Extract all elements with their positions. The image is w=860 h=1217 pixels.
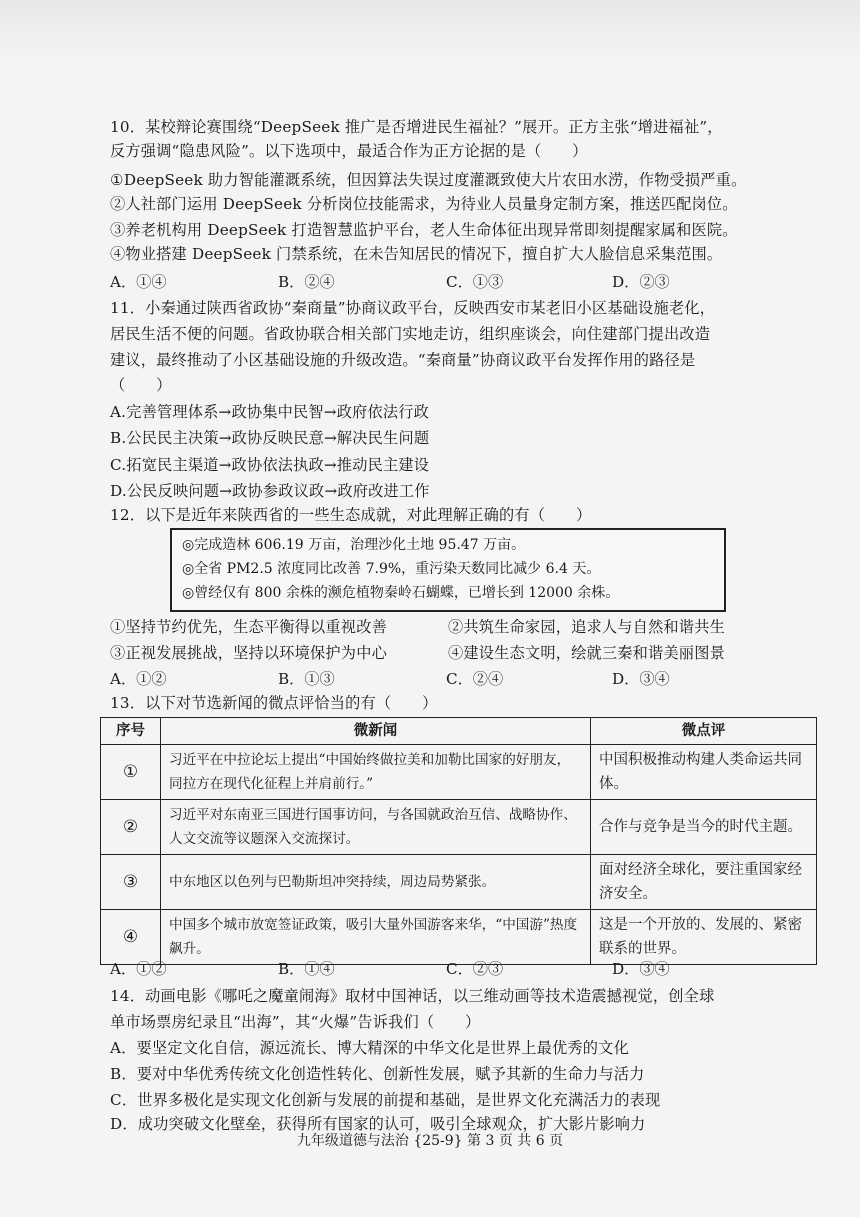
q11-stem-line-4: （ ）	[110, 376, 172, 394]
row-number: ②	[101, 800, 161, 855]
header-comment: 微点评	[591, 718, 817, 745]
q12-statement-2: ②共筑生命家园，追求人与自然和谐共生	[448, 618, 725, 636]
q13-option-b[interactable]: B．①④	[278, 960, 335, 978]
q12-statement-1: ①坚持节约优先，生态平衡得以重视改善	[110, 618, 387, 636]
row-news: 中东地区以色列与巴勒斯坦冲突持续，周边局势紧张。	[161, 855, 591, 910]
q13-option-c[interactable]: C．②③	[446, 960, 504, 978]
q12-options	[110, 667, 790, 691]
q13-stem: 13．以下对节选新闻的微点评恰当的有（ ）	[110, 694, 438, 712]
row-comment: 面对经济全球化，要注重国家经济安全。	[591, 855, 817, 910]
q14-stem-line-2: 单市场票房纪录且“出海”，其“火爆”告诉我们（ ）	[110, 1013, 481, 1031]
q10-options	[110, 270, 790, 294]
q13-option-d[interactable]: D．③④	[612, 960, 670, 978]
q13-options	[110, 957, 790, 981]
row-number: ③	[101, 855, 161, 910]
q12-box-line-2: ◎全省 PM2.5 浓度同比改善 7.9%，重污染天数同比减少 6.4 天。	[182, 561, 601, 577]
q13-news-table	[100, 717, 817, 965]
row-comment: 中国积极推动构建人类命运共同体。	[591, 745, 817, 800]
q10-stem-line-2: 反方强调“隐患风险”。以下选项中，最适合作为正方论据的是（ ）	[110, 142, 588, 160]
header-news: 微新闻	[161, 718, 591, 745]
q12-option-a[interactable]: A．①②	[110, 670, 167, 688]
q11-stem-line-3: 建议，最终推动了小区基础设施的升级改造。“秦商量”协商议政平台发挥作用的路径是	[110, 351, 696, 369]
row-number: ④	[101, 910, 161, 965]
q14-option-d[interactable]: D．成功突破文化壁垒，获得所有国家的认可，吸引全球观众，扩大影片影响力	[110, 1115, 646, 1133]
scan-edge-shadow	[0, 0, 860, 60]
q13-option-a[interactable]: A．①②	[110, 960, 167, 978]
q12-box-line-3: ◎曾经仅有 800 余株的濒危植物秦岭石蝴蝶，已增长到 12000 余株。	[182, 585, 620, 601]
q11-option-d[interactable]: D.公民反映问题→政协参政议政→政府改进工作	[110, 482, 430, 500]
q11-option-c[interactable]: C.拓宽民主渠道→政协依法执政→推动民主建设	[110, 456, 430, 474]
page-footer: 九年级道德与法治 {25-9} 第 3 页 共 6 页	[296, 1133, 564, 1149]
q12-statement-3: ③正视发展挑战，坚持以环境保护为中心	[110, 644, 387, 662]
q11-option-b[interactable]: B.公民民主决策→政协反映民意→解决民生问题	[110, 429, 430, 447]
q11-option-a[interactable]: A.完善管理体系→政协集中民智→政府依法行政	[110, 403, 430, 421]
q12-statement-4: ④建设生态文明，绘就三秦和谐美丽图景	[448, 644, 725, 662]
q14-stem-line-1: 14．动画电影《哪吒之魔童闹海》取材中国神话，以三维动画等技术造震撼视觉，创全球	[110, 987, 715, 1005]
q12-stem: 12．以下是近年来陕西省的一些生态成就，对此理解正确的有（ ）	[110, 506, 592, 524]
q12-option-d[interactable]: D．③④	[612, 670, 670, 688]
table-row	[101, 800, 817, 855]
q12-achievement-box	[170, 528, 726, 612]
row-comment: 合作与竞争是当今的时代主题。	[591, 800, 817, 855]
q10-statement-4: ④物业搭建 DeepSeek 门禁系统，在未告知居民的情况下，擅自扩大人脸信息采集范围。	[110, 245, 723, 263]
q10-option-d[interactable]: D．②③	[612, 273, 670, 291]
table-row	[101, 745, 817, 800]
q10-option-b[interactable]: B．②④	[278, 273, 335, 291]
row-number: ①	[101, 745, 161, 800]
q12-box-line-1: ◎完成造林 606.19 万亩，治理沙化土地 95.47 万亩。	[182, 537, 526, 553]
q12-option-b[interactable]: B．①③	[278, 670, 335, 688]
q11-stem-line-2: 居民生活不便的问题。省政协联合相关部门实地走访，组织座谈会，向住建部门提出改造	[110, 325, 711, 343]
q10-option-a[interactable]: A．①④	[110, 273, 167, 291]
q10-statement-2: ②人社部门运用 DeepSeek 分析岗位技能需求，为待业人员量身定制方案，推送匹配岗位。	[110, 195, 738, 213]
q12-option-c[interactable]: C．②④	[446, 670, 504, 688]
q10-option-c[interactable]: C．①③	[446, 273, 504, 291]
row-news: 中国多个城市放宽签证政策，吸引大量外国游客来华，“中国游”热度飙升。	[161, 910, 591, 965]
q14-option-a[interactable]: A．要坚定文化自信，源远流长、博大精深的中华文化是世界上最优秀的文化	[110, 1039, 629, 1057]
table-header-row	[101, 718, 817, 745]
q10-stem-line-1: 10．某校辩论赛围绕“DeepSeek 推广是否增进民生福祉？”展开。正方主张“增进福祉”，	[110, 118, 723, 136]
row-comment: 这是一个开放的、发展的、紧密联系的世界。	[591, 910, 817, 965]
row-news: 习近平在中拉论坛上提出“中国始终做拉美和加勒比国家的好朋友，同拉方在现代化征程上并肩前行。”	[161, 745, 591, 800]
row-news: 习近平对东南亚三国进行国事访问，与各国就政治互信、战略协作、人文交流等议题深入交流探讨。	[161, 800, 591, 855]
q10-statement-3: ③养老机构用 DeepSeek 打造智慧监护平台，老人生命体征出现异常即刻提醒家属和医院。	[110, 221, 738, 239]
header-number: 序号	[101, 718, 161, 745]
q14-option-b[interactable]: B．要对中华优秀传统文化创造性转化、创新性发展，赋予其新的生命力与活力	[110, 1065, 645, 1083]
q11-stem-line-1: 11．小秦通过陕西省政协“秦商量”协商议政平台，反映西安市某老旧小区基础设施老化，	[110, 299, 715, 317]
table-row	[101, 855, 817, 910]
q14-option-c[interactable]: C．世界多极化是实现文化创新与发展的前提和基础，是世界文化充满活力的表现	[110, 1091, 661, 1109]
q10-statement-1: ①DeepSeek 助力智能灌溉系统，但因算法失误过度灌溉致使大片农田水涝，作物受损严重。	[110, 171, 747, 189]
